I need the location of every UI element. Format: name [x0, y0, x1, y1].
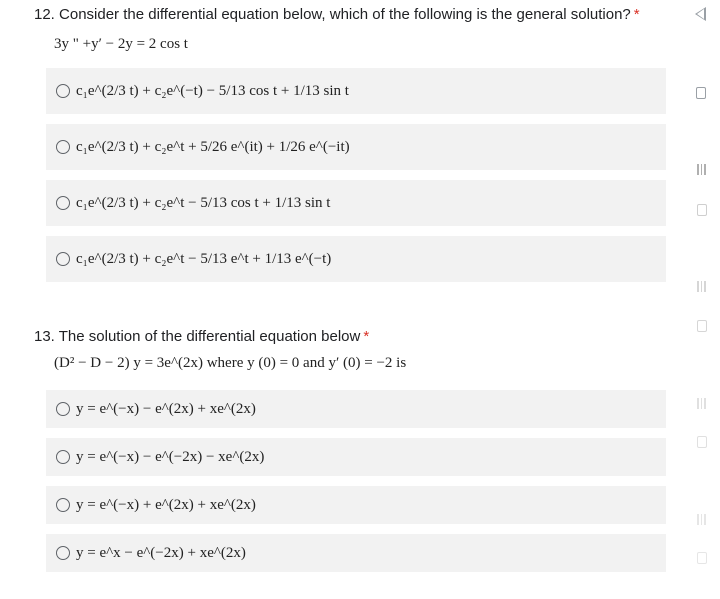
- q13-option-2[interactable]: [46, 438, 666, 476]
- menu-bars-icon-faded: [697, 398, 706, 409]
- q12-option-1[interactable]: [46, 68, 666, 114]
- q13-option-1[interactable]: [46, 390, 666, 428]
- q12-option-2-label: c₁e^(2/3 t) + c₂e^t + 5/26 e^(it) + 1/26 e^(−it): [76, 138, 350, 155]
- q12-option-3[interactable]: [46, 180, 666, 226]
- radio-button[interactable]: [56, 84, 70, 98]
- radio-button[interactable]: [56, 196, 70, 210]
- question-13: [34, 328, 666, 372]
- question-13-equation: (D² − D − 2) y = 3e^(2x) where y (0) = 0 and y′ (0) = −2 is: [54, 355, 407, 371]
- q13-option-3[interactable]: [46, 486, 666, 524]
- square-icon-faded: [697, 204, 707, 216]
- question-13-title: 13. The solution of the differential equation below *: [34, 328, 370, 345]
- q12-option-2[interactable]: [46, 124, 666, 170]
- menu-bars-icon-faded: [697, 281, 706, 292]
- q12-option-3-label: c₁e^(2/3 t) + c₂e^t − 5/13 cos t + 1/13 sin t: [76, 194, 331, 211]
- required-asterisk: *: [633, 6, 640, 23]
- radio-button[interactable]: [56, 450, 70, 464]
- square-icon-faded: [697, 436, 707, 448]
- radio-button[interactable]: [56, 140, 70, 154]
- radio-button[interactable]: [56, 498, 70, 512]
- menu-bars-icon-faded: [697, 514, 706, 525]
- q13-option-2-label: y = e^(−x) − e^(−2x) − xe^(2x): [76, 448, 265, 465]
- radio-button[interactable]: [56, 252, 70, 266]
- menu-bars-icon[interactable]: [697, 164, 706, 175]
- required-asterisk: *: [363, 328, 370, 345]
- square-icon[interactable]: [696, 87, 706, 99]
- q13-option-3-label: y = e^(−x) + e^(2x) + xe^(2x): [76, 496, 256, 513]
- q13-option-4[interactable]: [46, 534, 666, 572]
- square-icon-faded: [697, 552, 707, 564]
- q12-option-4[interactable]: [46, 236, 666, 282]
- question-12-equation: 3y " +y′ − 2y = 2 cos t: [54, 36, 188, 52]
- question-12-title: 12. Consider the differential equation below, which of the following is the general solution? *: [34, 6, 640, 23]
- q12-option-4-label: c₁e^(2/3 t) + c₂e^t − 5/13 e^t + 1/13 e^(−t): [76, 250, 332, 267]
- radio-button[interactable]: [56, 546, 70, 560]
- q12-option-1-label: c₁e^(2/3 t) + c₂e^(−t) − 5/13 cos t + 1/13 sin t: [76, 82, 349, 99]
- back-triangle-icon[interactable]: [695, 7, 706, 21]
- question-12: [34, 6, 666, 53]
- q13-option-1-label: y = e^(−x) − e^(2x) + xe^(2x): [76, 400, 256, 417]
- square-icon-faded: [697, 320, 707, 332]
- radio-button[interactable]: [56, 402, 70, 416]
- q13-option-4-label: y = e^x − e^(−2x) + xe^(2x): [76, 544, 246, 561]
